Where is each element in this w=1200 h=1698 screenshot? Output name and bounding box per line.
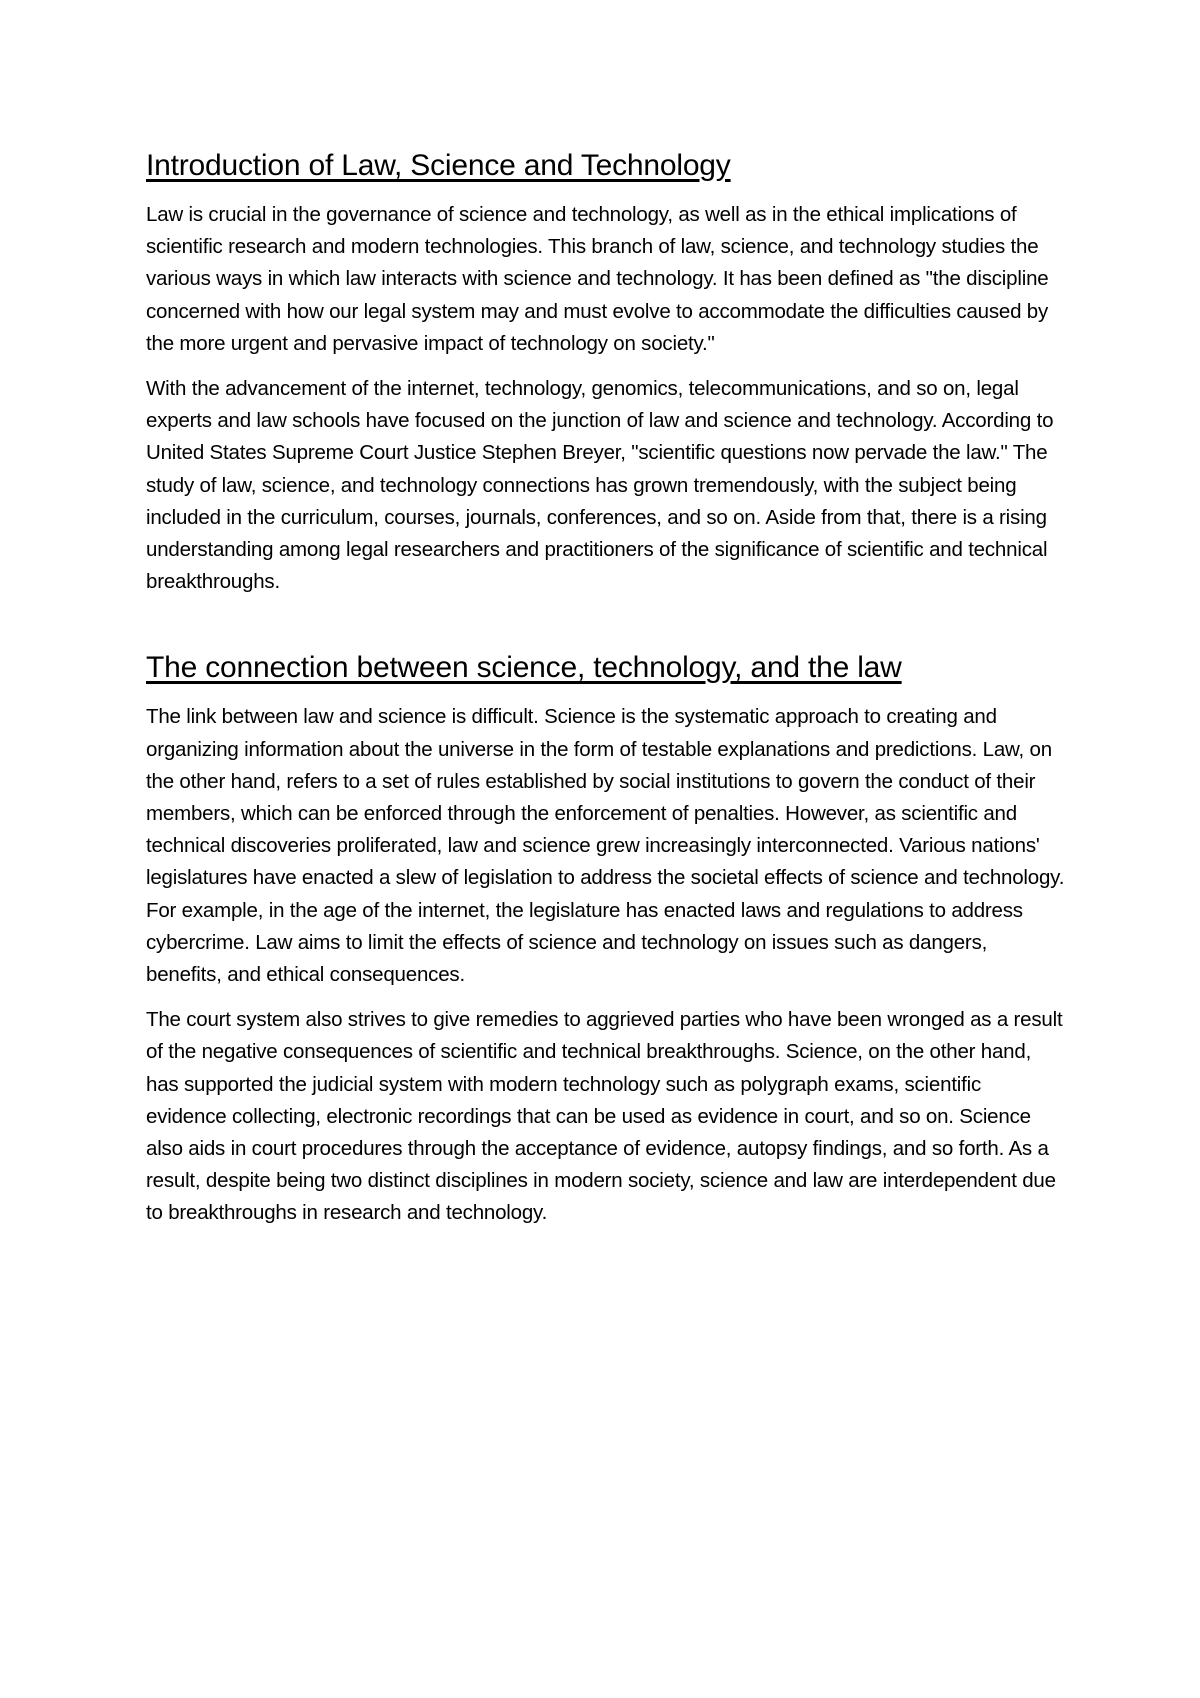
section-heading-introduction: Introduction of Law, Science and Technology (146, 149, 731, 182)
section-heading-connection: The connection between science, technology, and the law (146, 651, 902, 685)
paragraph: The court system also strives to give remedies to aggrieved parties who have been wronged as a result of the negative consequences of scientific and technical breakthroughs. Science, on the other hand, has supported the judicial system with modern technology such as polygraph exams, scientific evidence collecting, electronic recordings that can be used as evidence in court, and so on. Science also aids in court procedures through the acceptance of evidence, autopsy findings, and so forth. As a result, despite being two distinct disciplines in modern society, science and law are interdependent due to breakthroughs in research and technology. (146, 1008, 1063, 1225)
paragraph: With the advancement of the internet, technology, genomics, telecommunications, and so on, legal experts and law schools have focused on the junction of law and science and technology. According to United States Supreme Court Justice Stephen Breyer, "scientific questions now pervade the law." The study of law, science, and technology connections has grown tremendously, with the subject being included in the curriculum, courses, journals, conferences, and so on. Aside from that, there is a rising understanding among legal researchers and practitioners of the significance of scientific and technical breakthroughs. (146, 377, 1054, 594)
document-body (146, 148, 1066, 1243)
paragraph: The link between law and science is difficult. Science is the systematic approach to creating and organizing information about the universe in the form of testable explanations and predictions. Law, on the other hand, refers to a set of rules established by social institutions to govern the conduct of their members, which can be enforced through the enforcement of penalties. However, as scientific and technical discoveries proliferated, law and science grew increasingly interconnected. Various nations' legislatures have enacted a slew of legislation to address the societal effects of science and technology. For example, in the age of the internet, the legislature has enacted laws and regulations to address cybercrime. Law aims to limit the effects of science and technology on issues such as dangers, benefits, and ethical consequences. (146, 705, 1065, 987)
paragraph: Law is crucial in the governance of science and technology, as well as in the ethical implications of scientific research and modern technologies. This branch of law, science, and technology studies the various ways in which law interacts with science and technology. It has been defined as "the discipline concerned with how our legal system may and must evolve to accommodate the difficulties caused by the more urgent and pervasive impact of technology on society." (146, 203, 1049, 355)
